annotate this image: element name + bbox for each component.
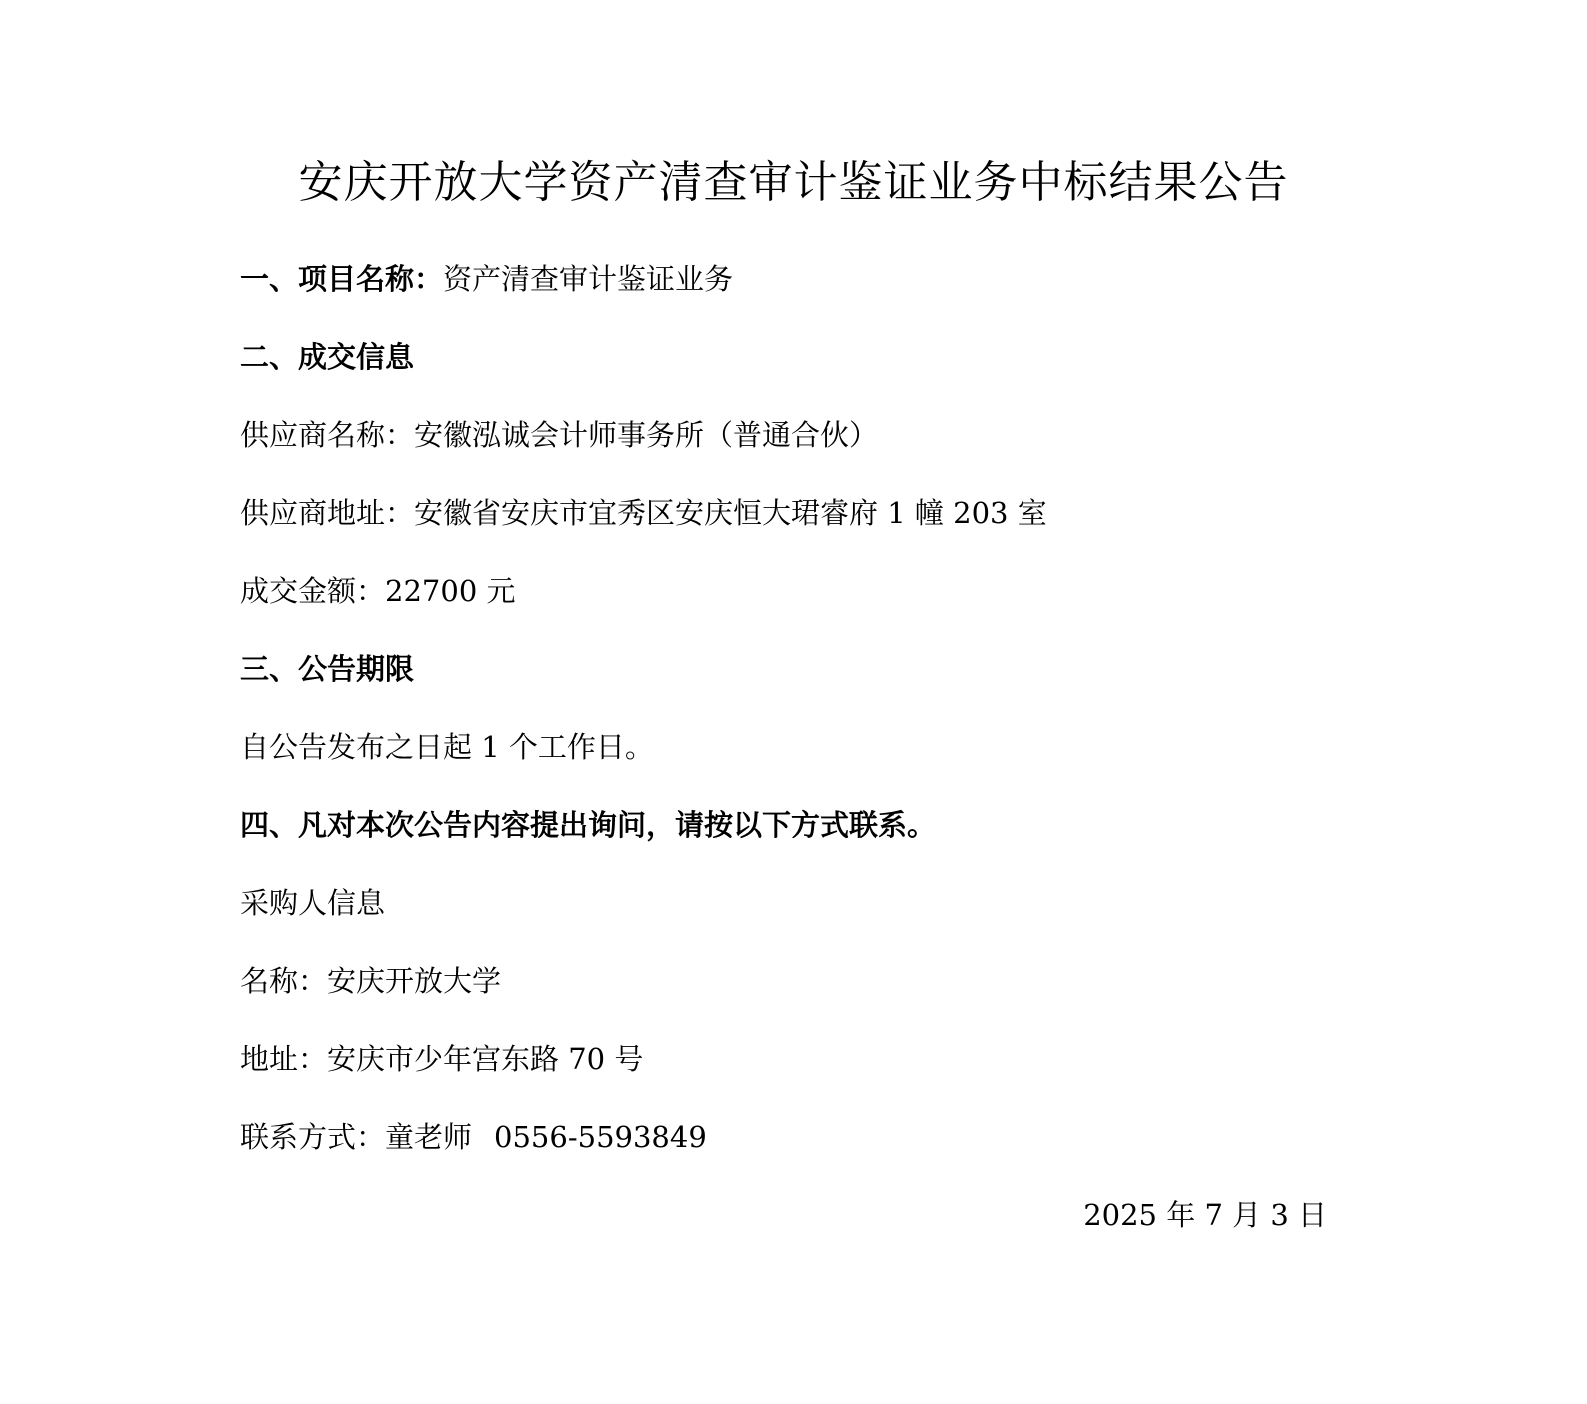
supplier-name-line [240,415,878,455]
supplier-name-label: 供应商名称： [240,418,415,452]
purchaser-name-value: 安庆开放大学 [327,964,502,998]
contact-line [240,1117,707,1157]
deal-amount-label: 成交金额： [240,574,386,608]
purchaser-name-line [240,961,501,1001]
page-title: 安庆开放大学资产清查审计鉴证业务中标结果公告 [298,157,1289,208]
contact-phone: 0556-5593849 [494,1120,707,1154]
supplier-address-line [240,493,1047,533]
supplier-address-value: 安徽省安庆市宜秀区安庆恒大珺睿府 1 幢 203 室 [414,496,1047,530]
contact-label: 联系方式： [240,1120,386,1154]
purchaser-name-label: 名称： [240,964,328,998]
purchaser-address-value: 安庆市少年宫东路 70 号 [327,1042,644,1076]
notice-period-heading: 三、公告期限 [240,652,415,686]
inquiry-heading: 四、凡对本次公告内容提出询问，请按以下方式联系。 [240,808,937,842]
project-name-value: 资产清查审计鉴证业务 [443,262,734,296]
purchaser-address-line [240,1039,643,1079]
publish-date: 2025 年 7 月 3 日 [1083,1198,1327,1232]
supplier-name-value: 安徽泓诚会计师事务所（普通合伙） [414,418,879,452]
supplier-address-label: 供应商地址： [240,496,415,530]
deal-amount-line [240,571,516,611]
project-name-line [240,259,733,299]
contact-person: 童老师 [385,1120,473,1154]
deal-info-heading: 二、成交信息 [240,340,415,374]
purchaser-address-label: 地址： [240,1042,328,1076]
notice-period-text: 自公告发布之日起 1 个工作日。 [240,730,654,764]
deal-amount-value: 22700 元 [385,574,516,608]
project-name-heading: 一、项目名称： [240,262,444,296]
purchaser-info-label: 采购人信息 [240,886,386,920]
